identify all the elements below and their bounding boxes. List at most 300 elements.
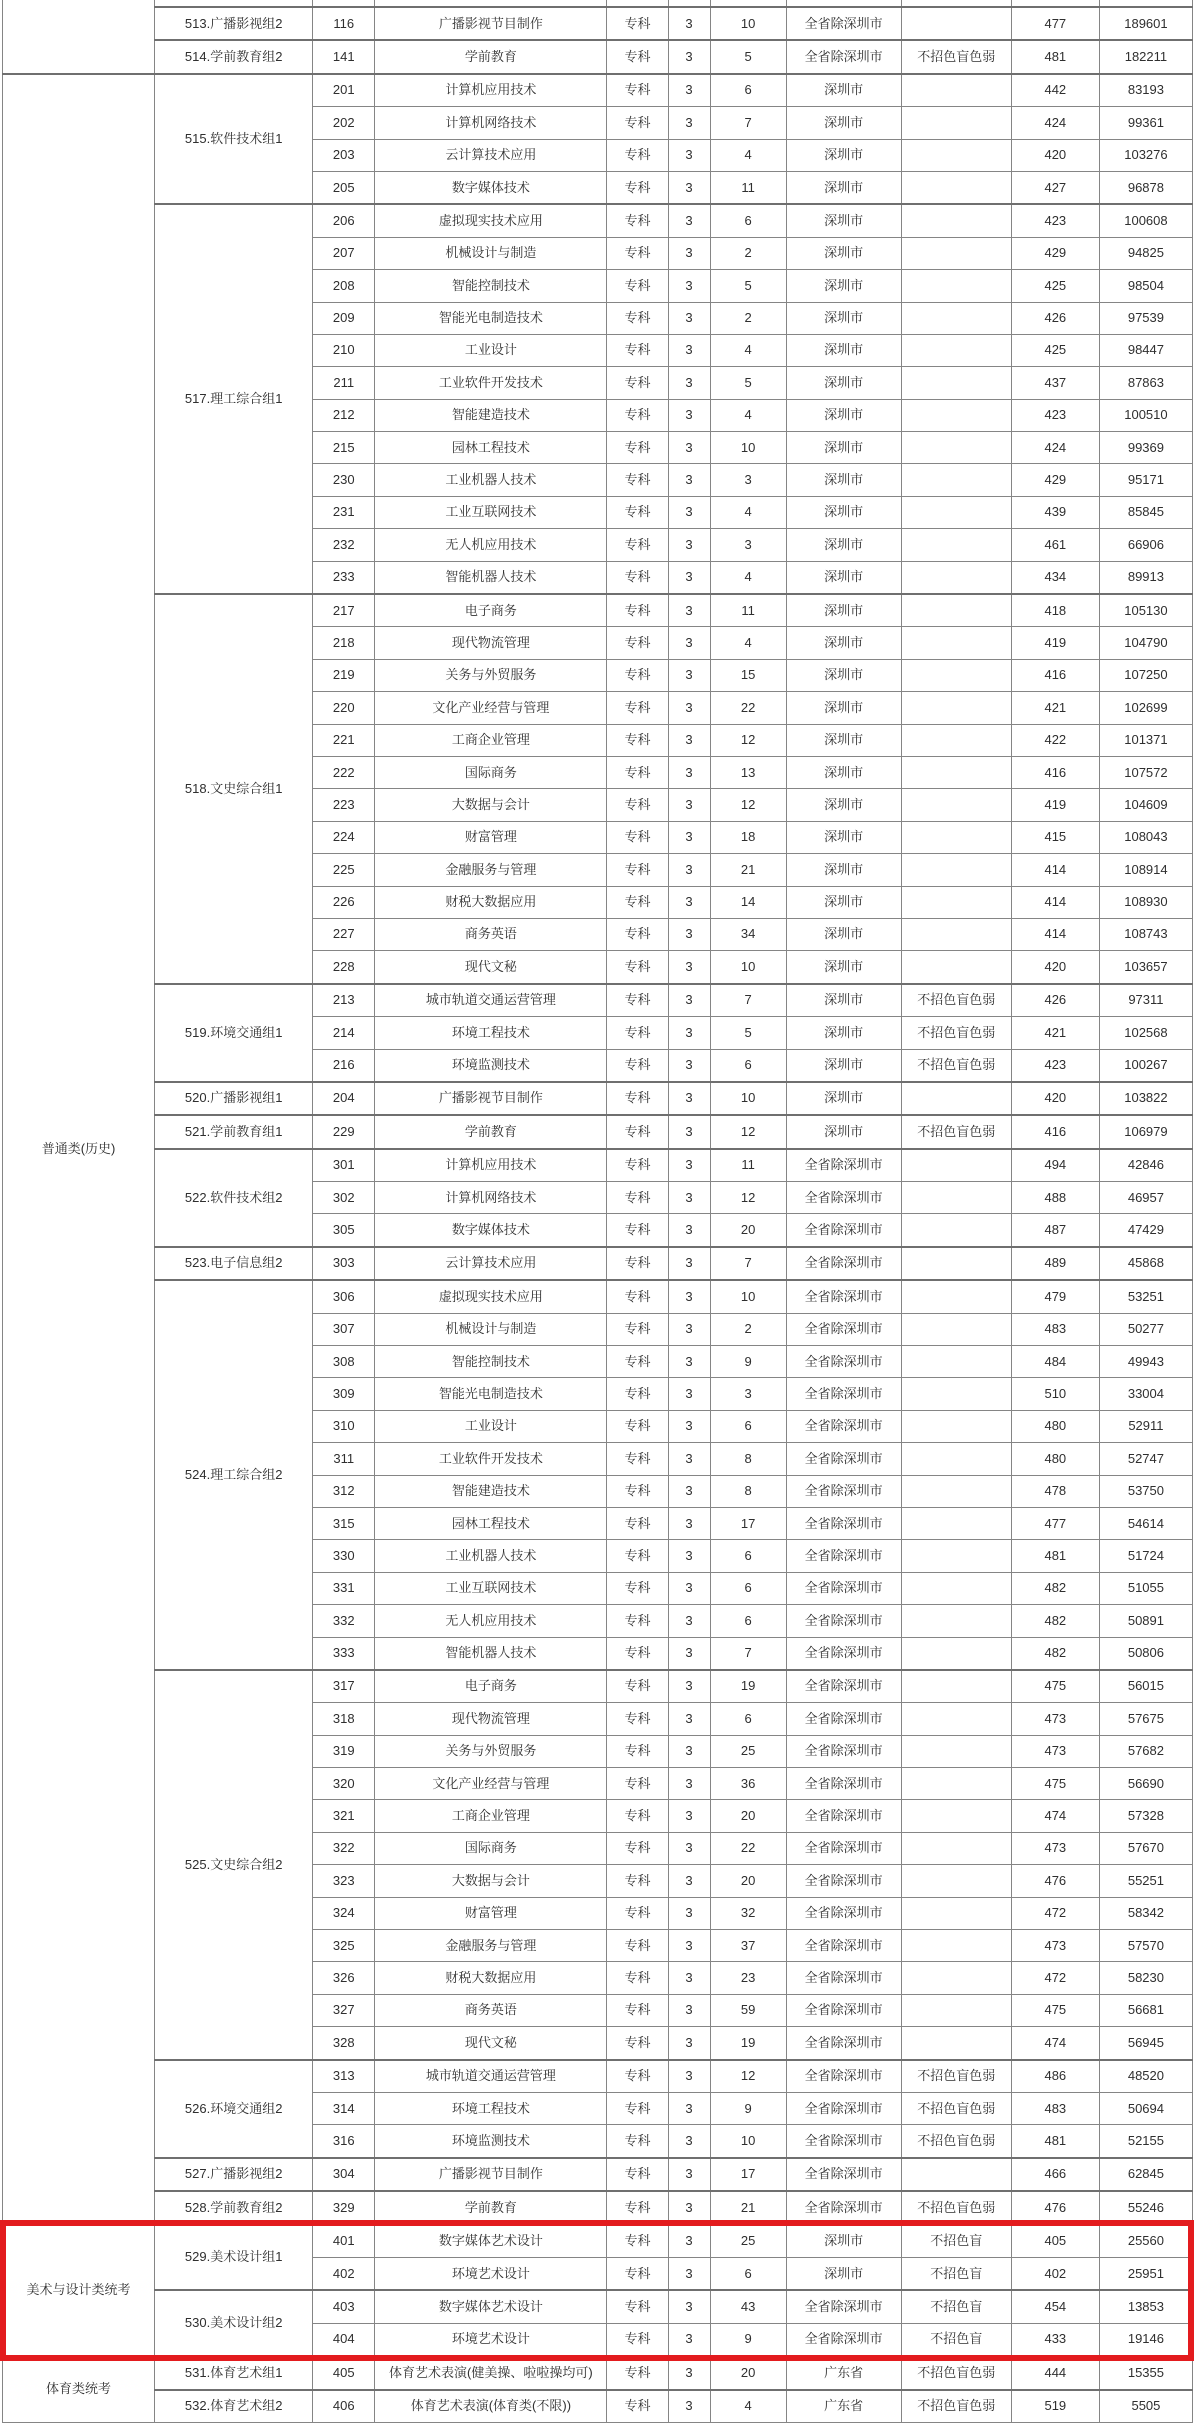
level-cell: 专科 <box>607 2093 668 2125</box>
region-cell: 全省除深圳市 <box>786 2125 901 2158</box>
rank-cell: 33004 <box>1099 1378 1192 1410</box>
count-cell: 12 <box>710 789 786 821</box>
rank-cell: 108743 <box>1099 918 1192 950</box>
level-cell: 专科 <box>607 2390 668 2423</box>
count-cell: 8 <box>710 1475 786 1507</box>
years-cell: 3 <box>668 2191 710 2224</box>
major-cell: 学前教育 <box>375 1115 607 1148</box>
years-cell: 3 <box>668 1832 710 1864</box>
table-row <box>3 2225 1193 2258</box>
region-cell: 深圳市 <box>786 496 901 528</box>
region-cell: 深圳市 <box>786 334 901 366</box>
score-cell: 426 <box>1011 984 1099 1017</box>
rank-cell: 52155 <box>1099 2125 1192 2158</box>
rank-cell: 100267 <box>1099 1049 1192 1082</box>
years-cell: 3 <box>668 302 710 334</box>
rank-cell: 53251 <box>1099 1280 1192 1313</box>
major-cell: 商务英语 <box>375 1994 607 2026</box>
count-cell: 3 <box>710 529 786 561</box>
level-cell: 专科 <box>607 2257 668 2290</box>
major-cell: 大数据与会计 <box>375 1865 607 1897</box>
major-cell: 广播影视节目制作 <box>375 2158 607 2191</box>
score-cell: 425 <box>1011 270 1099 302</box>
remark-cell: 不招色盲色弱 <box>901 1049 1011 1082</box>
level-cell: 专科 <box>607 1410 668 1442</box>
years-cell: 3 <box>668 1410 710 1442</box>
years-cell: 3 <box>668 1994 710 2026</box>
count-cell: 12 <box>710 1182 786 1214</box>
rank-cell: 108930 <box>1099 886 1192 918</box>
region-cell: 深圳市 <box>786 984 901 1017</box>
major-cell: 商务英语 <box>375 918 607 950</box>
region-cell: 全省除深圳市 <box>786 1962 901 1994</box>
count-cell: 37 <box>710 1930 786 1962</box>
years-cell: 3 <box>668 237 710 269</box>
level-cell: 专科 <box>607 107 668 139</box>
level-cell: 专科 <box>607 627 668 659</box>
count-cell <box>710 0 786 7</box>
rank-cell: 108043 <box>1099 821 1192 853</box>
level-cell: 专科 <box>607 1115 668 1148</box>
rank-cell: 103276 <box>1099 139 1192 171</box>
remark-cell <box>901 1410 1011 1442</box>
code-cell: 219 <box>313 659 375 691</box>
group-cell: 520.广播影视组1 <box>155 1082 313 1115</box>
score-cell: 475 <box>1011 1994 1099 2026</box>
score-cell: 429 <box>1011 237 1099 269</box>
major-cell: 工业机器人技术 <box>375 464 607 496</box>
major-cell: 广播影视节目制作 <box>375 7 607 40</box>
remark-cell: 不招色盲色弱 <box>901 984 1011 1017</box>
region-cell: 深圳市 <box>786 724 901 756</box>
code-cell: 230 <box>313 464 375 496</box>
major-cell: 机械设计与制造 <box>375 237 607 269</box>
level-cell: 专科 <box>607 756 668 788</box>
remark-cell <box>901 561 1011 594</box>
remark-cell <box>901 237 1011 269</box>
remark-cell <box>901 399 1011 431</box>
region-cell: 全省除深圳市 <box>786 1703 901 1735</box>
years-cell: 3 <box>668 1637 710 1670</box>
level-cell: 专科 <box>607 2027 668 2060</box>
score-cell: 424 <box>1011 107 1099 139</box>
count-cell: 4 <box>710 139 786 171</box>
score-cell: 419 <box>1011 789 1099 821</box>
rank-cell: 102699 <box>1099 692 1192 724</box>
code-cell: 222 <box>313 756 375 788</box>
count-cell: 22 <box>710 1832 786 1864</box>
count-cell: 10 <box>710 951 786 984</box>
score-cell: 420 <box>1011 1082 1099 1115</box>
code-cell: 327 <box>313 1994 375 2026</box>
remark-cell <box>901 1149 1011 1182</box>
major-cell: 园林工程技术 <box>375 432 607 464</box>
code-cell: 314 <box>313 2093 375 2125</box>
count-cell: 10 <box>710 2125 786 2158</box>
major-cell: 工商企业管理 <box>375 724 607 756</box>
major-cell: 财富管理 <box>375 1897 607 1929</box>
count-cell: 6 <box>710 1605 786 1637</box>
code-cell: 316 <box>313 2125 375 2158</box>
major-cell: 电子商务 <box>375 1670 607 1703</box>
score-cell: 488 <box>1011 1182 1099 1214</box>
remark-cell: 不招色盲 <box>901 2290 1011 2323</box>
remark-cell <box>901 204 1011 237</box>
years-cell: 3 <box>668 918 710 950</box>
region-cell: 深圳市 <box>786 237 901 269</box>
code-cell: 212 <box>313 399 375 431</box>
count-cell: 25 <box>710 2225 786 2258</box>
table-row <box>3 2290 1193 2323</box>
level-cell: 专科 <box>607 789 668 821</box>
major-cell: 现代文秘 <box>375 2027 607 2060</box>
score-cell: 429 <box>1011 464 1099 496</box>
major-cell: 体育艺术表演(体育类(不限)) <box>375 2390 607 2423</box>
years-cell: 3 <box>668 1214 710 1247</box>
level-cell: 专科 <box>607 464 668 496</box>
rank-cell: 25560 <box>1099 2225 1192 2258</box>
region-cell: 广东省 <box>786 2356 901 2389</box>
count-cell: 2 <box>710 237 786 269</box>
code-cell: 224 <box>313 821 375 853</box>
years-cell: 3 <box>668 1378 710 1410</box>
table-row <box>3 7 1193 40</box>
group-cell: 525.文史综合组2 <box>155 1670 313 2060</box>
remark-cell <box>901 1768 1011 1800</box>
count-cell: 19 <box>710 1670 786 1703</box>
count-cell: 2 <box>710 302 786 334</box>
region-cell: 深圳市 <box>786 951 901 984</box>
code-cell: 208 <box>313 270 375 302</box>
score-cell: 423 <box>1011 1049 1099 1082</box>
years-cell: 3 <box>668 1507 710 1539</box>
score-cell: 484 <box>1011 1346 1099 1378</box>
code-cell: 323 <box>313 1865 375 1897</box>
years-cell: 3 <box>668 2225 710 2258</box>
score-cell: 434 <box>1011 561 1099 594</box>
count-cell: 4 <box>710 399 786 431</box>
code-cell: 211 <box>313 367 375 399</box>
years-cell: 3 <box>668 399 710 431</box>
remark-cell <box>901 854 1011 886</box>
major-cell: 城市轨道交通运营管理 <box>375 984 607 1017</box>
code-cell: 231 <box>313 496 375 528</box>
code-cell: 214 <box>313 1017 375 1049</box>
years-cell: 3 <box>668 432 710 464</box>
major-cell: 财税大数据应用 <box>375 886 607 918</box>
score-cell: 402 <box>1011 2257 1099 2290</box>
remark-cell <box>901 789 1011 821</box>
remark-cell <box>901 1507 1011 1539</box>
score-cell: 461 <box>1011 529 1099 561</box>
region-cell: 全省除深圳市 <box>786 1994 901 2026</box>
region-cell: 深圳市 <box>786 464 901 496</box>
level-cell: 专科 <box>607 1149 668 1182</box>
years-cell: 3 <box>668 692 710 724</box>
region-cell: 全省除深圳市 <box>786 7 901 40</box>
remark-cell: 不招色盲 <box>901 2257 1011 2290</box>
score-cell: 482 <box>1011 1605 1099 1637</box>
major-cell: 工商企业管理 <box>375 1800 607 1832</box>
code-cell: 317 <box>313 1670 375 1703</box>
rank-cell: 83193 <box>1099 74 1192 107</box>
code-cell: 226 <box>313 886 375 918</box>
count-cell: 6 <box>710 1703 786 1735</box>
major-cell: 环境工程技术 <box>375 1017 607 1049</box>
count-cell: 6 <box>710 1049 786 1082</box>
group-cell: 519.环境交通组1 <box>155 984 313 1082</box>
major-cell: 数字媒体技术 <box>375 171 607 204</box>
level-cell: 专科 <box>607 1049 668 1082</box>
remark-cell <box>901 1082 1011 1115</box>
region-cell: 深圳市 <box>786 302 901 334</box>
score-cell: 427 <box>1011 171 1099 204</box>
major-cell: 智能光电制造技术 <box>375 1378 607 1410</box>
region-cell: 深圳市 <box>786 171 901 204</box>
major-cell: 城市轨道交通运营管理 <box>375 2060 607 2093</box>
score-cell: 420 <box>1011 139 1099 171</box>
rank-cell: 97539 <box>1099 302 1192 334</box>
region-cell: 全省除深圳市 <box>786 1572 901 1604</box>
level-cell: 专科 <box>607 886 668 918</box>
level-cell: 专科 <box>607 1897 668 1929</box>
major-cell: 现代文秘 <box>375 951 607 984</box>
rank-cell: 95171 <box>1099 464 1192 496</box>
years-cell: 3 <box>668 594 710 627</box>
level-cell: 专科 <box>607 1670 668 1703</box>
level-cell: 专科 <box>607 2323 668 2356</box>
count-cell: 36 <box>710 1768 786 1800</box>
years-cell: 3 <box>668 204 710 237</box>
score-cell: 482 <box>1011 1637 1099 1670</box>
count-cell: 10 <box>710 432 786 464</box>
table-row <box>3 2158 1193 2191</box>
count-cell: 6 <box>710 1572 786 1604</box>
count-cell: 34 <box>710 918 786 950</box>
score-cell: 478 <box>1011 1475 1099 1507</box>
rank-cell: 87863 <box>1099 367 1192 399</box>
score-cell: 421 <box>1011 692 1099 724</box>
code-cell: 322 <box>313 1832 375 1864</box>
remark-cell <box>901 1182 1011 1214</box>
major-cell: 无人机应用技术 <box>375 529 607 561</box>
major-cell: 国际商务 <box>375 756 607 788</box>
count-cell: 19 <box>710 2027 786 2060</box>
score-cell: 477 <box>1011 1507 1099 1539</box>
score-cell: 423 <box>1011 399 1099 431</box>
years-cell: 3 <box>668 2060 710 2093</box>
rank-cell: 103657 <box>1099 951 1192 984</box>
remark-cell <box>901 821 1011 853</box>
major-cell: 虚拟现实技术应用 <box>375 1280 607 1313</box>
region-cell: 深圳市 <box>786 399 901 431</box>
level-cell: 专科 <box>607 1865 668 1897</box>
rank-cell: 57682 <box>1099 1735 1192 1767</box>
score-cell: 481 <box>1011 1540 1099 1572</box>
rank-cell: 85845 <box>1099 496 1192 528</box>
rank-cell: 56015 <box>1099 1670 1192 1703</box>
level-cell: 专科 <box>607 1930 668 1962</box>
major-cell: 学前教育 <box>375 2191 607 2224</box>
rank-cell: 94825 <box>1099 237 1192 269</box>
remark-cell <box>901 724 1011 756</box>
major-cell: 环境工程技术 <box>375 2093 607 2125</box>
years-cell: 3 <box>668 2093 710 2125</box>
region-cell: 深圳市 <box>786 529 901 561</box>
remark-cell <box>901 1962 1011 1994</box>
count-cell: 4 <box>710 496 786 528</box>
level-cell: 专科 <box>607 1800 668 1832</box>
years-cell: 3 <box>668 1540 710 1572</box>
rank-cell: 50694 <box>1099 2093 1192 2125</box>
table-row <box>3 2191 1193 2224</box>
years-cell: 3 <box>668 139 710 171</box>
count-cell: 11 <box>710 171 786 204</box>
rank-cell: 57570 <box>1099 1930 1192 1962</box>
remark-cell <box>901 1832 1011 1864</box>
score-cell: 454 <box>1011 2290 1099 2323</box>
years-cell: 3 <box>668 627 710 659</box>
years-cell: 3 <box>668 1865 710 1897</box>
remark-cell <box>901 756 1011 788</box>
years-cell <box>668 0 710 7</box>
score-cell: 481 <box>1011 2125 1099 2158</box>
level-cell: 专科 <box>607 2060 668 2093</box>
rank-cell: 98504 <box>1099 270 1192 302</box>
years-cell: 3 <box>668 951 710 984</box>
remark-cell <box>901 1865 1011 1897</box>
table-row <box>3 1115 1193 1148</box>
region-cell: 深圳市 <box>786 2225 901 2258</box>
level-cell: 专科 <box>607 40 668 73</box>
code-cell: 203 <box>313 139 375 171</box>
count-cell: 6 <box>710 1540 786 1572</box>
count-cell: 43 <box>710 2290 786 2323</box>
count-cell: 22 <box>710 692 786 724</box>
region-cell: 全省除深圳市 <box>786 1214 901 1247</box>
code-cell: 221 <box>313 724 375 756</box>
rank-cell: 46957 <box>1099 1182 1192 1214</box>
code-cell: 216 <box>313 1049 375 1082</box>
level-cell: 专科 <box>607 334 668 366</box>
count-cell: 18 <box>710 821 786 853</box>
group-cell: 532.体育艺术组2 <box>155 2390 313 2423</box>
major-cell: 工业互联网技术 <box>375 496 607 528</box>
level-cell: 专科 <box>607 1182 668 1214</box>
table-row <box>3 2060 1193 2093</box>
code-cell: 306 <box>313 1280 375 1313</box>
score-cell: 519 <box>1011 2390 1099 2423</box>
count-cell: 7 <box>710 1637 786 1670</box>
level-cell: 专科 <box>607 1346 668 1378</box>
rank-cell: 107250 <box>1099 659 1192 691</box>
rank-cell: 53750 <box>1099 1475 1192 1507</box>
major-cell: 工业机器人技术 <box>375 1540 607 1572</box>
rank-cell: 104790 <box>1099 627 1192 659</box>
years-cell: 3 <box>668 2290 710 2323</box>
rank-cell: 5505 <box>1099 2390 1192 2423</box>
remark-cell <box>901 432 1011 464</box>
code-cell: 218 <box>313 627 375 659</box>
years-cell: 3 <box>668 464 710 496</box>
region-cell: 全省除深圳市 <box>786 1670 901 1703</box>
remark-cell <box>901 1930 1011 1962</box>
region-cell: 全省除深圳市 <box>786 1800 901 1832</box>
rank-cell: 15355 <box>1099 2356 1192 2389</box>
major-cell: 学前教育 <box>375 40 607 73</box>
code-cell: 325 <box>313 1930 375 1962</box>
remark-cell <box>901 1994 1011 2026</box>
major-cell: 数字媒体技术 <box>375 1214 607 1247</box>
major-cell <box>375 0 607 7</box>
code-cell: 141 <box>313 40 375 73</box>
category-cell <box>3 0 155 7</box>
major-cell: 机械设计与制造 <box>375 1313 607 1345</box>
code-cell: 205 <box>313 171 375 204</box>
count-cell: 6 <box>710 204 786 237</box>
table-row <box>3 1280 1193 1313</box>
code-cell: 301 <box>313 1149 375 1182</box>
code-cell: 313 <box>313 2060 375 2093</box>
major-cell: 电子商务 <box>375 594 607 627</box>
count-cell: 21 <box>710 2191 786 2224</box>
admission-plan-table <box>2 0 1193 2423</box>
major-cell: 云计算技术应用 <box>375 1247 607 1280</box>
code-cell: 309 <box>313 1378 375 1410</box>
score-cell: 405 <box>1011 2225 1099 2258</box>
count-cell: 6 <box>710 2257 786 2290</box>
rank-cell: 56945 <box>1099 2027 1192 2060</box>
years-cell: 3 <box>668 789 710 821</box>
level-cell: 专科 <box>607 432 668 464</box>
level-cell: 专科 <box>607 1247 668 1280</box>
rank-cell: 42846 <box>1099 1149 1192 1182</box>
major-cell: 国际商务 <box>375 1832 607 1864</box>
major-cell: 环境艺术设计 <box>375 2323 607 2356</box>
remark-cell: 不招色盲色弱 <box>901 2390 1011 2423</box>
score-cell: 474 <box>1011 2027 1099 2060</box>
region-cell: 深圳市 <box>786 627 901 659</box>
remark-cell <box>901 1800 1011 1832</box>
score-cell: 414 <box>1011 854 1099 886</box>
group-cell: 526.环境交通组2 <box>155 2060 313 2158</box>
years-cell: 3 <box>668 270 710 302</box>
code-cell: 228 <box>313 951 375 984</box>
region-cell: 深圳市 <box>786 270 901 302</box>
count-cell: 21 <box>710 854 786 886</box>
major-cell: 智能光电制造技术 <box>375 302 607 334</box>
major-cell: 关务与外贸服务 <box>375 1735 607 1767</box>
remark-cell: 不招色盲 <box>901 2225 1011 2258</box>
region-cell: 深圳市 <box>786 821 901 853</box>
rank-cell: 57675 <box>1099 1703 1192 1735</box>
rank-cell: 49943 <box>1099 1346 1192 1378</box>
count-cell: 7 <box>710 107 786 139</box>
rank-cell: 101371 <box>1099 724 1192 756</box>
score-cell: 418 <box>1011 594 1099 627</box>
code-cell: 305 <box>313 1214 375 1247</box>
rank-cell: 102568 <box>1099 1017 1192 1049</box>
table-row-partial <box>3 0 1193 7</box>
score-cell: 479 <box>1011 1280 1099 1313</box>
region-cell: 深圳市 <box>786 1115 901 1148</box>
score-cell: 480 <box>1011 1410 1099 1442</box>
remark-cell <box>901 1313 1011 1345</box>
region-cell: 深圳市 <box>786 2257 901 2290</box>
count-cell: 4 <box>710 2390 786 2423</box>
rank-cell: 50891 <box>1099 1605 1192 1637</box>
table-row <box>3 40 1193 73</box>
